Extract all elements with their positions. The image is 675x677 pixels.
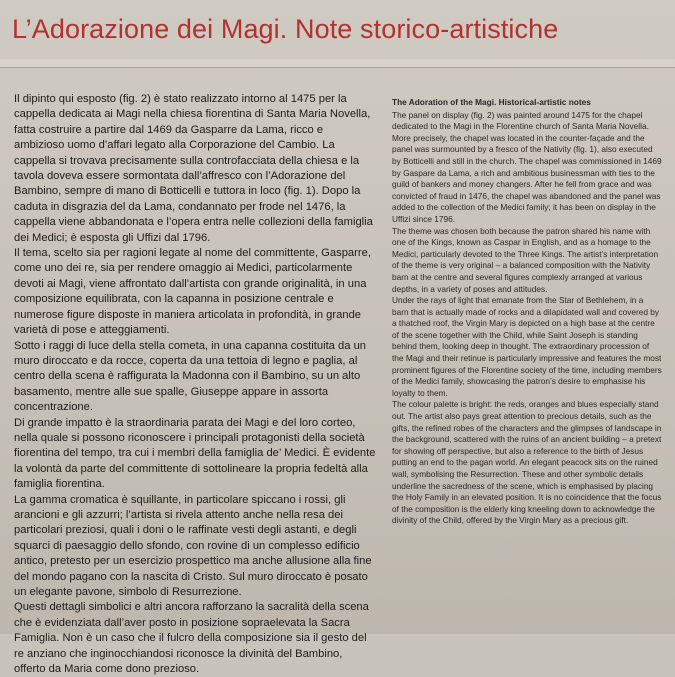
italian-text-column bbox=[14, 92, 376, 677]
page-title: L’Adorazione dei Magi. Note storico-artistiche bbox=[12, 14, 559, 44]
italian-paragraph: Sotto i raggi di luce della stella cometa, in una capanna costituita da un muro diroccato e da rocce, coperta da una tettoia di legno e paglia, al centro della scena è raffigurata la Madonna con il Bambino, su un alto basamento, mentre alle sue spalle, Giuseppe appare in assorta concentrazione. bbox=[14, 339, 367, 414]
english-paragraph: The colour palette is bright: the reds, oranges and blues especially stand out. The artist also pays great attention to precious details, such as the gifts, the refined robes of the characters and the glimpses of landscape in the background, scattered with the ruins of an ancient building – a pretext for showing off perspective, but also a reference to the birth of Jesus putting an end to the pagan world. An elegant peacock sits on the ruined wall, symbolising the Resurrection. These and other symbolic details underline the sacredness of the scene, which is emphasised by placing the Holy Family in an elevated position. It is no coincidence that the focus of the composition is the elderly king kneeling down to acknowledge the divinity of the Child, offered by the Virgin Mary as a precious gift. bbox=[392, 399, 662, 526]
english-paragraph: Under the rays of light that emanate from the Star of Bethlehem, in a barn that is actually made of rocks and a dilapidated wall and covered by a thatched roof, the Virgin Mary is depicted on a high base at the centre of the scene together with the Child, while Saint Joseph is standing behind them, looking deep in thought. The extraordinary procession of the Magi and their retinue is particularly impressive and features the most prominent figures of the Florentine society of the time, including members of the Medici family, showcasing the patron’s desire to emphasise his loyalty to them. bbox=[392, 295, 662, 398]
title-divider bbox=[0, 59, 675, 68]
italian-paragraph: La gamma cromatica è squillante, in particolare spiccano i rossi, gli arancioni e gli azzurri; l’artista si rivela attento anche nella resa dei particolari preziosi, quali i doni o le raffinate vesti degli astanti, e degli squarci di paesaggio dello sfondo, con rovine di un complesso edificio antico, pretesto per un esercizio prospettico ma anche allusione alla fine del mondo pagano con la nascita di Cristo. Sul muro diroccato è posato un elegante pavone, simbolo di Resurrezione. bbox=[14, 493, 372, 598]
english-text-column bbox=[392, 97, 662, 527]
italian-paragraph: Il dipinto qui esposto (fig. 2) è stato realizzato intorno al 1475 per la cappella dedicata ai Magi nella chiesa fiorentina di Santa Maria Novella, fatta costruire a partire dal 1469 da Gasparre da Lama, ricco e ambizioso uomo d’affari legato alla Corporazione del Cambio. La cappella si trovava precisamente sulla controfacciata della chiesa e la tavola doveva essere sormontata dall’affresco con l’Adorazione del Bambino, sempre di mano di Botticelli e tuttora in loco (fig. 1). Dopo la caduta in disgrazia del da Lama, condannato per frode nel 1476, la cappella viene abbandonata e l’opera entra nelle collezioni della famiglia dei Medici; è esposta gli Uffizi dal 1796. bbox=[14, 93, 373, 244]
english-paragraph: The theme was chosen both because the patron shared his name with one of the Kings, known as Caspar in English, and as a homage to the Medici, particularly devoted to the Three Kings. The artist’s interpretation of the theme is very original – a balanced composition with the Nativity barn at the centre and several figures complexly arranged at various depths, in a variety of poses and attitudes. bbox=[392, 225, 659, 294]
italian-paragraph: Il tema, scelto sia per ragioni legate al nome del committente, Gasparre, come uno dei re, sia per rendere omaggio ai Medici, particolarmente devoti ai Magi, viene affrontato dall’artista con grande originalità, in una composizione equilibrata, con la capanna in posizione centrale e numerose figure disposte in maniera articolata in profondità, in grande varietà di pose e atteggiamenti. bbox=[14, 247, 371, 337]
english-paragraph: The panel on display (fig. 2) was painted around 1475 for the chapel dedicated to the Magi in the Florentine church of Santa Maria Novella. More precisely, the chapel was located in the counter-façade and the panel was surmounted by a fresco of the Nativity (fig. 1), also executed by Botticelli and still in the church. The chapel was commissioned in 1469 by Gaspare da Lama, a rich and ambitious businessman with ties to the guild of bankers and money changers. After he fell from grace and was convicted of fraud in 1476, the chapel was abandoned and the panel was added to the collection of the Medici family; it has been on display in the Uffizi since 1796. bbox=[392, 109, 662, 224]
english-heading: The Adoration of the Magi. Historical-artistic notes bbox=[392, 97, 591, 107]
italian-paragraph: Di grande impatto è la straordinaria parata dei Magi e del loro corteo, nella quale si possono riconoscere i principali protagonisti della società fiorentina del tempo, tra cui i membri della famiglia de’ Medici. È evidente la volontà da parte del committente di sottolineare la propria fedeltà alla famiglia fiorentina. bbox=[14, 416, 376, 491]
italian-paragraph: Questi dettagli simbolici e altri ancora rafforzano la sacralità della scena che è evidenziata dall’aver posto in posizione sopraelevata la Sacra Famiglia. Non è un caso che il fulcro della composizione sia il gesto del re anziano che inginocchiandosi riconosce la divinità del Bambino, offerto da Maria come dono prezioso. bbox=[14, 601, 369, 676]
